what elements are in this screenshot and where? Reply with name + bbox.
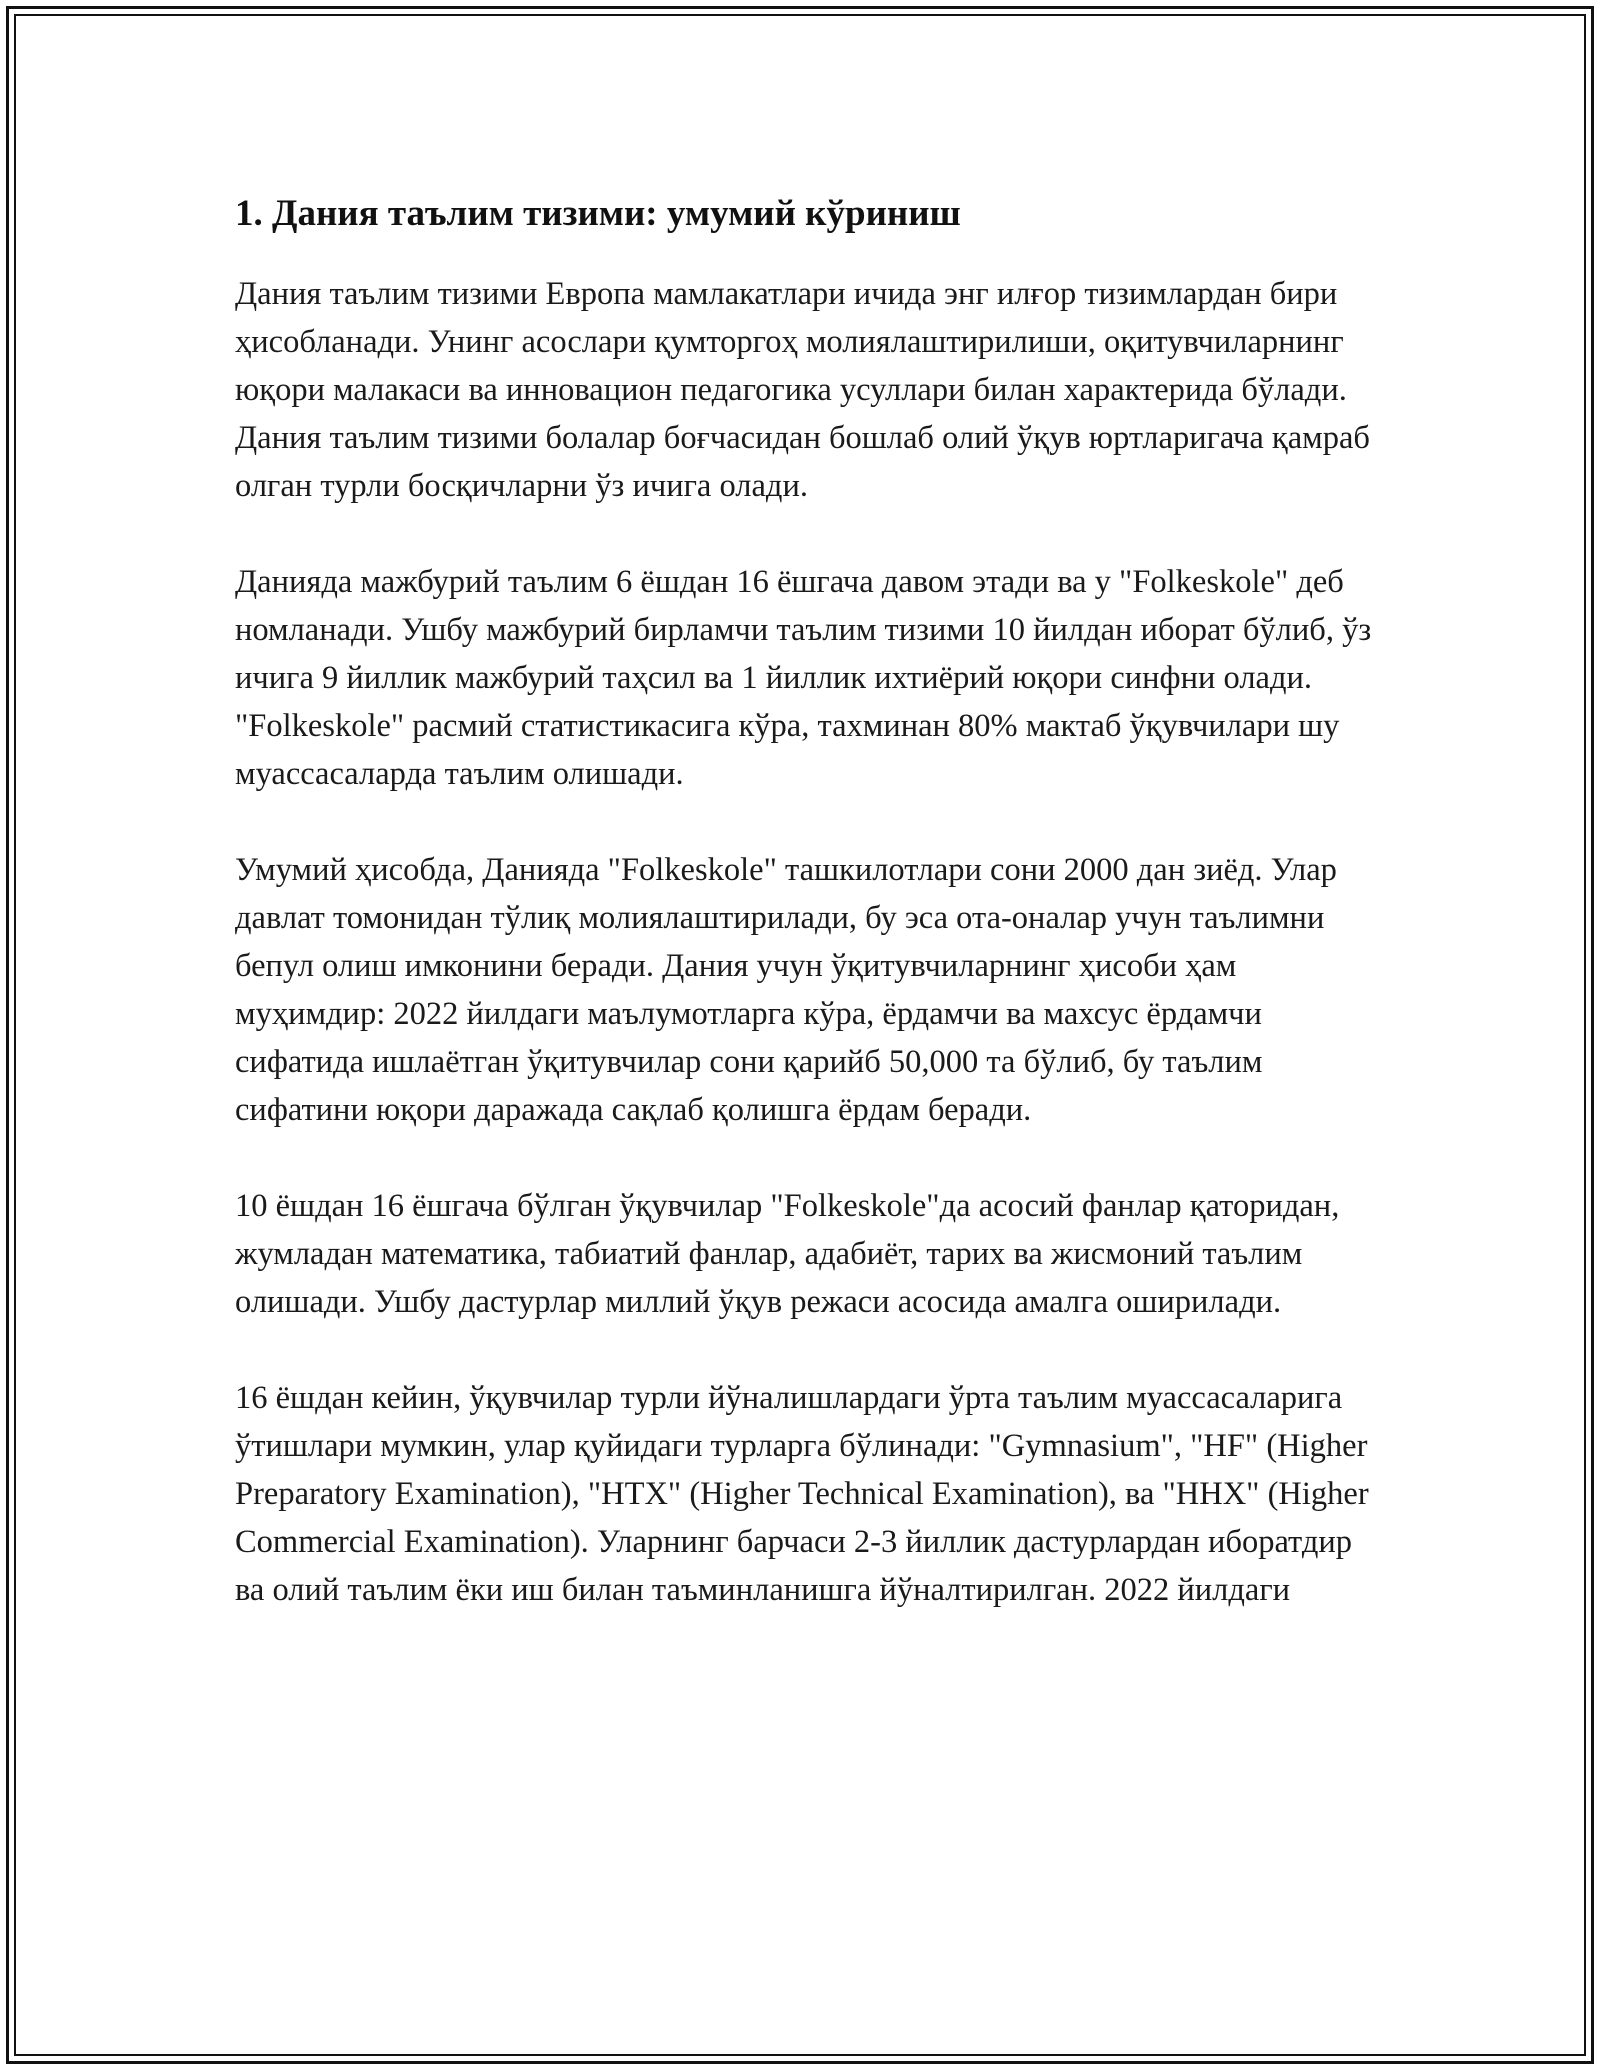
paragraph-intro: Дания таълим тизими Европа мамлакатлари ичида энг илғор тизимлардан бири ҳисобланади. Унинг асослари қумторгоҳ молиялаштирилиши, оқитувчиларнинг юқори малакаси ва инновацион педагогика усуллари билан характерида бўлади. Дания таълим тизими болалар боғчасидан бошлаб олий ўқув юртларигача қамраб олган турли босқичларни ўз ичига олади. (235, 276, 1370, 504)
document-body (235, 186, 1380, 1662)
paragraph-compulsory-education: Данияда мажбурий таълим 6 ёшдан 16 ёшгача давом этади ва у "Folkeskole" деб номланади. Ушбу мажбурий бирламчи таълим тизими 10 йилдан иборат бўлиб, ўз ичига 9 йиллик мажбурий таҳсил ва 1 йиллик ихтиёрий юқори синфни олади. "Folkeskole" расмий статистикасига кўра, тахминан 80% мактаб ўқувчилари шу муассасаларда таълим олишади. (235, 564, 1372, 792)
paragraph-secondary-education: 16 ёшдан кейин, ўқувчилар турли йўналишлардаги ўрта таълим муассасаларига ўтишлари мумкин, улар қуйидаги турларга бўлинади: "Gymnasium", "HF" (Higher Preparatory Examination), "HTX" (Higher Technical Examination), ва "HHX" (Higher Commercial Examination). Уларнинг барчаси 2-3 йиллик дастурлардан иборатдир ва олий таълим ёки иш билан таъминланишга йўналтирилган. 2022 йилдаги (235, 1380, 1369, 1608)
paragraph-subjects: 10 ёшдан 16 ёшгача бўлган ўқувчилар "Folkeskole"да асосий фанлар қаторидан, жумладан математика, табиатий фанлар, адабиёт, тарих ва жисмоний таълим олишади. Ушбу дастурлар миллий ўқув режаси асосида амалга оширилади. (235, 1188, 1340, 1320)
paragraph-folkeskole-stats: Умумий ҳисобда, Данияда "Folkeskole" ташкилотлари сони 2000 дан зиёд. Улар давлат томонидан тўлиқ молиялаштирилади, бу эса ота-оналар учун таълимни бепул олиш имконини беради. Дания учун ўқитувчиларнинг ҳисоби ҳам муҳимдир: 2022 йилдаги маълумотларга кўра, ёрдамчи ва махсус ёрдамчи сифатида ишлаётган ўқитувчилар сони қарийб 50,000 та бўлиб, бу таълим сифатини юқори даражада сақлаб қолишга ёрдам беради. (235, 852, 1337, 1128)
section-heading: 1. Дания таълим тизими: умумий кўриниш (235, 193, 961, 234)
